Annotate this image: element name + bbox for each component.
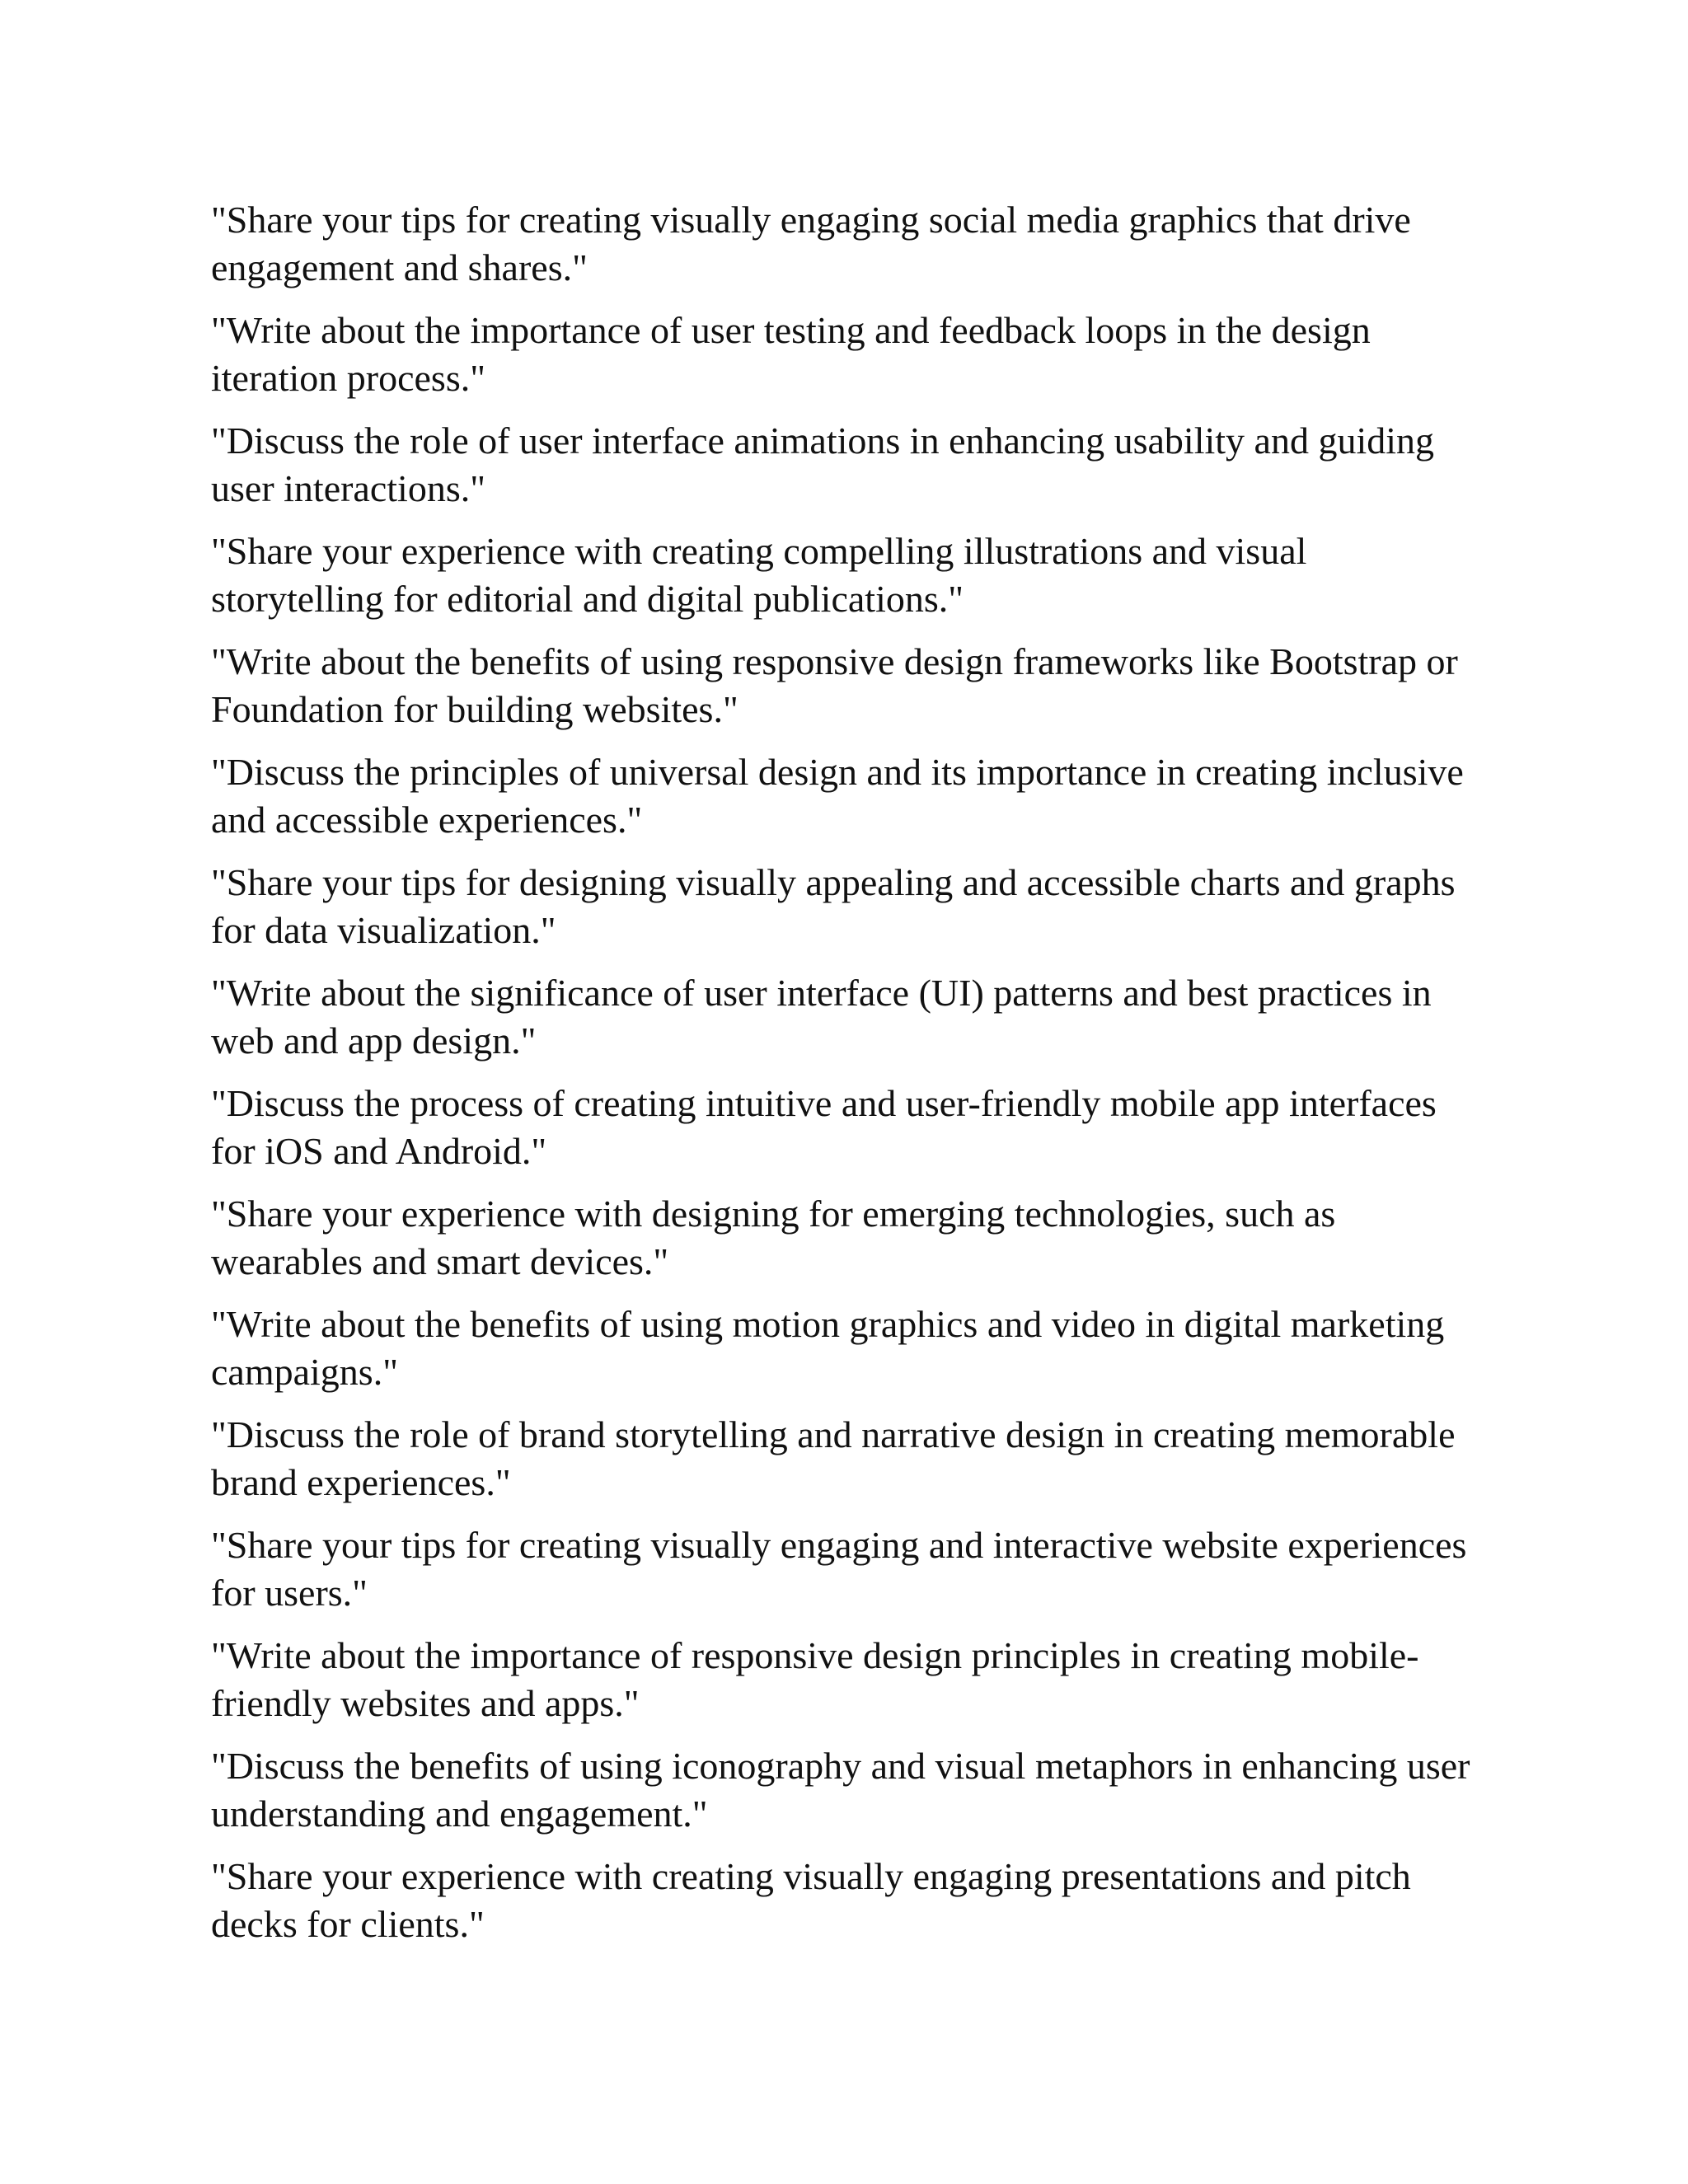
prompt-item: "Write about the importance of responsive design principles in creating mobile-friendly websites and apps." [211, 1634, 1419, 1724]
prompt-item: "Write about the importance of user testing and feedback loops in the design iteration process." [211, 309, 1371, 399]
prompt-item: "Share your tips for creating visually engaging social media graphics that drive engagement and shares." [211, 199, 1411, 288]
prompt-item: "Write about the significance of user interface (UI) patterns and best practices in web and app design." [211, 972, 1432, 1062]
prompt-item: "Discuss the principles of universal design and its importance in creating inclusive and accessible experiences." [211, 751, 1464, 841]
prompt-item: "Discuss the process of creating intuitive and user-friendly mobile app interfaces for iOS and Android." [211, 1082, 1437, 1172]
prompt-item: "Share your experience with creating visually engaging presentations and pitch decks for clients." [211, 1855, 1411, 1945]
prompt-item: "Share your experience with creating compelling illustrations and visual storytelling for editorial and digital publications." [211, 530, 1307, 620]
prompt-item: "Share your experience with designing for emerging technologies, such as wearables and smart devices." [211, 1193, 1336, 1282]
prompt-item: "Discuss the role of user interface animations in enhancing usability and guiding user interactions." [211, 419, 1435, 509]
prompt-item: "Discuss the benefits of using iconography and visual metaphors in enhancing user understanding and engagement." [211, 1745, 1470, 1835]
prompt-item: "Write about the benefits of using motion graphics and video in digital marketing campaigns." [211, 1303, 1445, 1393]
prompt-item: "Discuss the role of brand storytelling and narrative design in creating memorable brand experiences." [211, 1413, 1456, 1503]
prompt-list [211, 196, 1472, 1963]
prompt-item: "Share your tips for creating visually engaging and interactive website experiences for users." [211, 1524, 1467, 1614]
prompt-item: "Write about the benefits of using responsive design frameworks like Bootstrap or Foundation for building websites." [211, 640, 1458, 730]
prompt-item: "Share your tips for designing visually appealing and accessible charts and graphs for data visualization." [211, 861, 1456, 951]
